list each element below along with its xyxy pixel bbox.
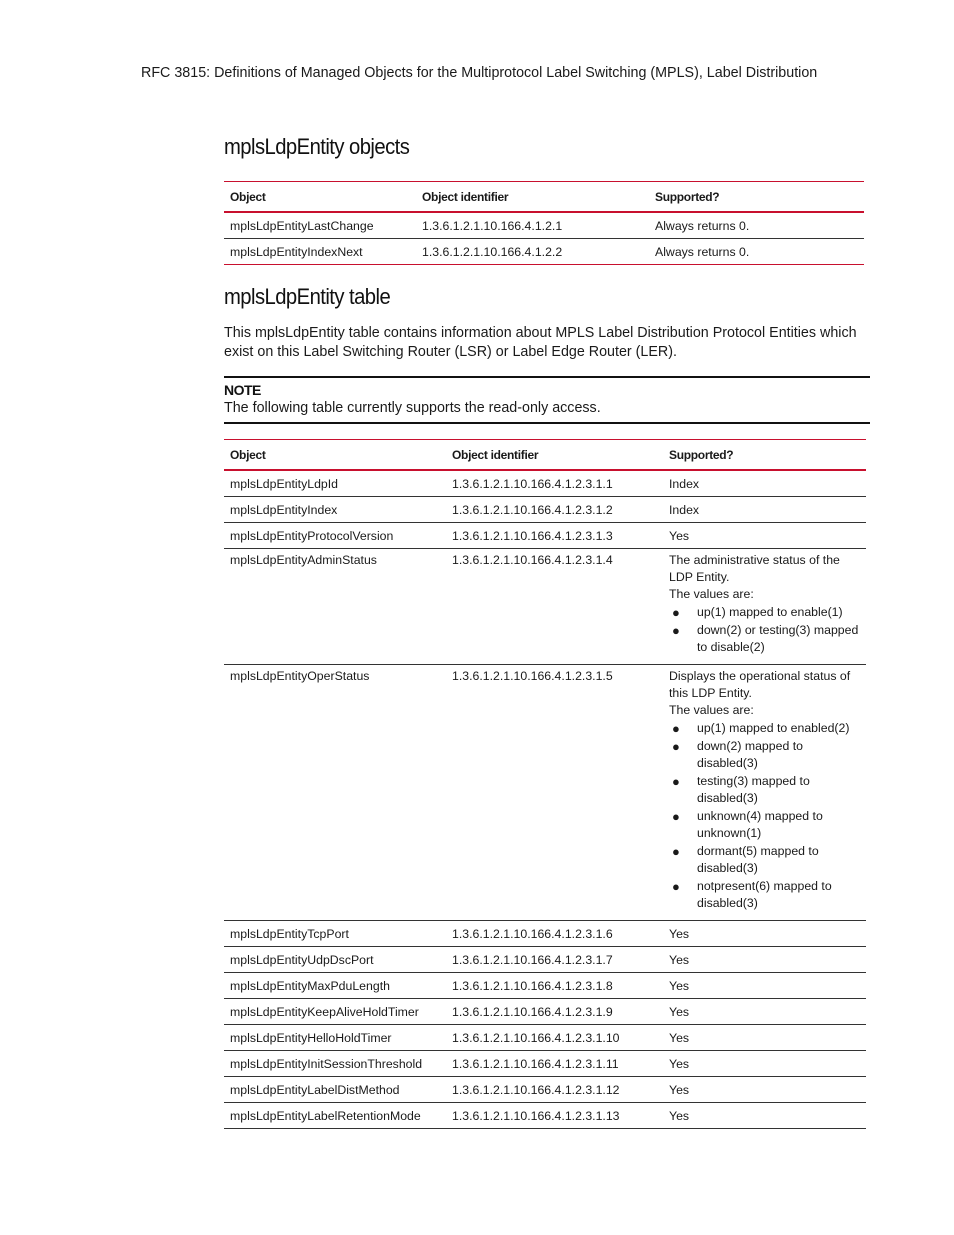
list-item [669, 622, 860, 656]
value-text: dormant(5) mapped to disabled(3) [697, 844, 819, 875]
object-name: mplsLdpEntityIndex [224, 497, 446, 523]
intro-paragraph: This mplsLdpEntity table contains information about MPLS Label Distribution Protocol Entities which exist on this Label Switching Router (LSR) or Label Edge Router (LER). [224, 325, 857, 360]
entity-table [224, 439, 866, 1129]
object-identifier: 1.3.6.1.2.1.10.166.4.1.2.3.1.6 [446, 921, 663, 947]
object-name: mplsLdpEntityOperStatus [224, 665, 446, 921]
value-text: unknown(4) mapped to unknown(1) [697, 809, 823, 840]
table-section-title: mplsLdpEntity table [224, 284, 391, 309]
object-identifier: 1.3.6.1.2.1.10.166.4.1.2.3.1.8 [446, 973, 663, 999]
column-header-object: Object [224, 182, 416, 213]
supported-value: Yes [663, 523, 866, 549]
list-item [669, 808, 860, 842]
bullet-icon: ● [672, 605, 680, 620]
object-name: mplsLdpEntityLastChange [224, 212, 416, 239]
table-row [224, 239, 864, 265]
value-text: notpresent(6) mapped to disabled(3) [697, 879, 832, 910]
supported-description [663, 549, 866, 665]
object-identifier: 1.3.6.1.2.1.10.166.4.1.2.3.1.9 [446, 999, 663, 1025]
object-name: mplsLdpEntityAdminStatus [224, 549, 446, 665]
supported-value: Index [663, 497, 866, 523]
bullet-icon: ● [672, 623, 680, 638]
value-text: down(2) mapped to disabled(3) [697, 739, 803, 770]
column-header-object: Object [224, 440, 446, 471]
object-name: mplsLdpEntityUdpDscPort [224, 947, 446, 973]
values-label: The values are: [669, 587, 754, 601]
object-name: mplsLdpEntityProtocolVersion [224, 523, 446, 549]
list-item [669, 738, 860, 772]
bullet-icon: ● [672, 774, 680, 789]
table-row [224, 947, 866, 973]
objects-table [224, 181, 864, 265]
object-identifier: 1.3.6.1.2.1.10.166.4.1.2.3.1.2 [446, 497, 663, 523]
object-identifier: 1.3.6.1.2.1.10.166.4.1.2.3.1.7 [446, 947, 663, 973]
objects-section-title: mplsLdpEntity objects [224, 134, 410, 159]
list-item [669, 773, 860, 807]
value-text: down(2) or testing(3) mapped to disable(2) [697, 623, 859, 654]
table-row [224, 1103, 866, 1129]
status-description: Displays the operational status of this LDP Entity. [669, 669, 851, 700]
object-name: mplsLdpEntityIndexNext [224, 239, 416, 265]
object-name: mplsLdpEntityMaxPduLength [224, 973, 446, 999]
note-text: The following table currently supports the read-only access. [224, 400, 601, 416]
object-identifier: 1.3.6.1.2.1.10.166.4.1.2.3.1.4 [446, 549, 663, 665]
object-identifier: 1.3.6.1.2.1.10.166.4.1.2.3.1.3 [446, 523, 663, 549]
bullet-icon: ● [672, 721, 680, 736]
values-list [669, 720, 860, 912]
supported-value: Index [663, 470, 866, 497]
column-header-supported: Supported? [663, 440, 866, 471]
table-row [224, 1051, 866, 1077]
bullet-icon: ● [672, 739, 680, 754]
table-row-admin-status [224, 549, 866, 665]
list-item [669, 604, 860, 621]
values-list [669, 604, 860, 656]
note-box [224, 376, 870, 424]
table-header-row [224, 440, 866, 471]
table-row [224, 497, 866, 523]
table-row [224, 470, 866, 497]
values-label: The values are: [669, 703, 754, 717]
table-row [224, 1077, 866, 1103]
note-label: NOTE [224, 382, 261, 398]
value-text: up(1) mapped to enabled(2) [697, 721, 850, 735]
object-identifier: 1.3.6.1.2.1.10.166.4.1.2.3.1.11 [446, 1051, 663, 1077]
object-name: mplsLdpEntityLabelRetentionMode [224, 1103, 446, 1129]
object-identifier: 1.3.6.1.2.1.10.166.4.1.2.3.1.10 [446, 1025, 663, 1051]
bullet-icon: ● [672, 809, 680, 824]
supported-value: Yes [663, 1103, 866, 1129]
running-header: RFC 3815: Definitions of Managed Objects for the Multiprotocol Label Switching (MPLS), Label Distribution [141, 65, 818, 81]
list-item [669, 720, 860, 737]
supported-value: Always returns 0. [649, 239, 864, 265]
supported-value: Yes [663, 1077, 866, 1103]
table-header-row [224, 182, 864, 213]
object-name: mplsLdpEntityKeepAliveHoldTimer [224, 999, 446, 1025]
object-name: mplsLdpEntityLdpId [224, 470, 446, 497]
supported-value: Yes [663, 921, 866, 947]
table-row [224, 973, 866, 999]
object-name: mplsLdpEntityLabelDistMethod [224, 1077, 446, 1103]
bullet-icon: ● [672, 844, 680, 859]
supported-value: Yes [663, 999, 866, 1025]
object-name: mplsLdpEntityHelloHoldTimer [224, 1025, 446, 1051]
table-row [224, 999, 866, 1025]
column-header-oid: Object identifier [416, 182, 649, 213]
supported-value: Yes [663, 947, 866, 973]
table-row [224, 1025, 866, 1051]
object-identifier: 1.3.6.1.2.1.10.166.4.1.2.3.1.5 [446, 665, 663, 921]
object-identifier: 1.3.6.1.2.1.10.166.4.1.2.3.1.1 [446, 470, 663, 497]
object-identifier: 1.3.6.1.2.1.10.166.4.1.2.3.1.13 [446, 1103, 663, 1129]
supported-value: Always returns 0. [649, 212, 864, 239]
table-row-oper-status [224, 665, 866, 921]
value-text: up(1) mapped to enable(1) [697, 605, 843, 619]
value-text: testing(3) mapped to disabled(3) [697, 774, 810, 805]
column-header-supported: Supported? [649, 182, 864, 213]
table-row [224, 921, 866, 947]
column-header-oid: Object identifier [446, 440, 663, 471]
object-name: mplsLdpEntityTcpPort [224, 921, 446, 947]
supported-value: Yes [663, 1025, 866, 1051]
table-row [224, 212, 864, 239]
list-item [669, 843, 860, 877]
list-item [669, 878, 860, 912]
object-name: mplsLdpEntityInitSessionThreshold [224, 1051, 446, 1077]
supported-value: Yes [663, 973, 866, 999]
supported-description [663, 665, 866, 921]
bullet-icon: ● [672, 879, 680, 894]
supported-value: Yes [663, 1051, 866, 1077]
object-identifier: 1.3.6.1.2.1.10.166.4.1.2.1 [416, 212, 649, 239]
table-row [224, 523, 866, 549]
object-identifier: 1.3.6.1.2.1.10.166.4.1.2.3.1.12 [446, 1077, 663, 1103]
status-description: The administrative status of the LDP Entity. [669, 553, 840, 584]
object-identifier: 1.3.6.1.2.1.10.166.4.1.2.2 [416, 239, 649, 265]
